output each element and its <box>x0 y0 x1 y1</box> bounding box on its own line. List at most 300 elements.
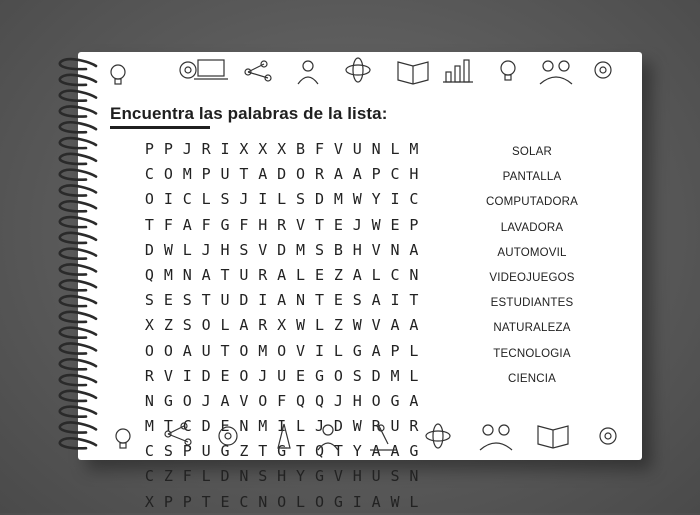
grid-letter[interactable]: X <box>239 140 249 158</box>
grid-letter[interactable]: S <box>352 291 362 310</box>
grid-letter[interactable]: V <box>371 316 381 335</box>
grid-letter[interactable]: S <box>296 190 306 209</box>
grid-letter[interactable]: V <box>296 215 306 234</box>
notebook-page <box>78 52 642 511</box>
grid-letter[interactable]: G <box>220 215 230 234</box>
grid-letter[interactable]: D <box>333 417 343 436</box>
grid-letter[interactable]: T <box>144 215 154 234</box>
grid-letter[interactable]: A <box>371 291 381 310</box>
grid-letter[interactable]: H <box>258 215 268 234</box>
person-icon <box>298 61 318 84</box>
grid-row <box>140 464 423 489</box>
grid-letter[interactable]: C <box>144 467 154 486</box>
spiral-coil <box>60 59 96 69</box>
grid-letter[interactable]: O <box>258 391 268 410</box>
spiral-coil <box>60 438 96 448</box>
grid-letter[interactable]: L <box>390 140 400 158</box>
word-list-item: LAVADORA <box>500 221 564 234</box>
lightbulb-icon <box>501 61 515 80</box>
grid-letter[interactable]: U <box>371 467 381 486</box>
grid-letter[interactable]: U <box>220 291 230 310</box>
spiral-coil <box>60 312 96 322</box>
grid-letter[interactable]: V <box>296 341 306 360</box>
grid-letter[interactable]: M <box>258 417 268 436</box>
grid-letter[interactable]: O <box>163 165 173 184</box>
title-underline <box>110 126 210 129</box>
grid-letter[interactable]: S <box>314 240 324 259</box>
gear-icon <box>595 62 611 78</box>
grid-letter[interactable]: W <box>390 492 400 511</box>
lightbulb-icon <box>116 429 130 448</box>
grid-letter[interactable]: L <box>371 265 381 284</box>
grid-letter[interactable]: O <box>296 165 306 184</box>
lightbulb-icon <box>111 65 125 84</box>
grid-letter[interactable]: I <box>314 341 324 360</box>
grid-letter[interactable]: D <box>277 165 287 184</box>
grid-letter[interactable]: W <box>352 417 362 436</box>
grid-letter[interactable]: S <box>390 467 400 486</box>
grid-letter[interactable]: L <box>220 316 230 335</box>
grid-letter[interactable]: Z <box>239 442 249 461</box>
grid-letter[interactable]: L <box>296 265 306 284</box>
grid-letter[interactable]: T <box>220 265 230 284</box>
grid-letter[interactable]: J <box>333 391 343 410</box>
grid-letter[interactable]: A <box>201 265 211 284</box>
grid-letter[interactable]: U <box>201 442 211 461</box>
grid-letter[interactable]: P <box>163 492 173 511</box>
grid-letter[interactable]: N <box>182 265 192 284</box>
grid-letter[interactable]: I <box>182 366 192 385</box>
grid-row <box>140 137 423 162</box>
word-list-item: ESTUDIANTES <box>490 297 574 310</box>
grid-letter[interactable]: S <box>352 366 362 385</box>
atom-icon <box>346 58 370 82</box>
grid-letter[interactable]: Q <box>314 391 324 410</box>
grid-letter[interactable]: M <box>390 366 400 385</box>
spiral-coil <box>60 154 96 164</box>
grid-letter[interactable]: U <box>220 165 230 184</box>
word-list-item: TECNOLOGIA <box>493 347 571 360</box>
grid-letter[interactable]: P <box>409 215 419 234</box>
grid-letter[interactable]: O <box>239 366 249 385</box>
grid-letter[interactable]: L <box>277 190 287 209</box>
grid-letter[interactable]: A <box>371 442 381 461</box>
grid-row <box>140 238 423 263</box>
grid-letter[interactable]: J <box>201 240 211 259</box>
gear-icon <box>219 427 237 445</box>
word-list <box>462 140 602 392</box>
grid-letter[interactable]: C <box>390 265 400 284</box>
grid-letter[interactable]: O <box>182 391 192 410</box>
grid-letter[interactable]: M <box>258 341 268 360</box>
grid-letter[interactable]: Q <box>144 265 154 284</box>
grid-letter[interactable]: I <box>277 417 287 436</box>
grid-letter[interactable]: V <box>163 366 173 385</box>
grid-letter[interactable]: G <box>277 442 287 461</box>
grid-letter[interactable]: R <box>314 165 324 184</box>
spiral-coil <box>60 422 96 432</box>
grid-letter[interactable]: C <box>390 165 400 184</box>
person-icon <box>540 61 572 84</box>
grid-letter[interactable]: X <box>258 140 268 158</box>
grid-row <box>140 339 423 364</box>
chart-icon <box>443 60 473 82</box>
book-icon <box>538 426 568 448</box>
spiral-coil <box>60 106 96 116</box>
grid-letter[interactable]: A <box>182 341 192 360</box>
grid-letter[interactable]: E <box>314 265 324 284</box>
grid-letter[interactable]: O <box>239 341 249 360</box>
grid-letter[interactable]: E <box>390 215 400 234</box>
grid-letter[interactable]: L <box>182 240 192 259</box>
grid-letter[interactable]: R <box>144 366 154 385</box>
grid-letter[interactable]: O <box>277 341 287 360</box>
grid-letter[interactable]: S <box>144 291 154 310</box>
spiral-coil <box>60 201 96 211</box>
person-icon <box>480 425 512 450</box>
grid-row <box>140 288 423 313</box>
grid-letter[interactable]: A <box>409 391 419 410</box>
word-list-item: PANTALLA <box>502 171 562 184</box>
grid-row <box>140 263 423 288</box>
grid-letter[interactable]: N <box>239 467 249 486</box>
spiral-coil <box>60 407 96 417</box>
grid-letter[interactable]: E <box>220 417 230 436</box>
grid-letter[interactable]: I <box>352 492 362 511</box>
grid-row <box>140 364 423 389</box>
spiral-coil <box>60 185 96 195</box>
gear-icon <box>600 428 616 444</box>
grid-letter[interactable]: O <box>371 391 381 410</box>
grid-letter[interactable]: R <box>258 316 268 335</box>
grid-letter[interactable]: O <box>163 341 173 360</box>
grid-letter[interactable]: T <box>333 442 343 461</box>
word-list-item: COMPUTADORA <box>485 196 579 209</box>
grid-letter[interactable]: Q <box>314 442 324 461</box>
spiral-coil <box>60 296 96 306</box>
grid-letter[interactable]: I <box>258 190 268 209</box>
grid-letter[interactable]: A <box>390 316 400 335</box>
grid-letter[interactable]: L <box>201 190 211 209</box>
grid-letter[interactable]: T <box>163 417 173 436</box>
grid-letter[interactable]: N <box>258 492 268 511</box>
grid-letter[interactable]: W <box>352 190 362 209</box>
grid-letter[interactable]: M <box>333 190 343 209</box>
spiral-coil <box>60 75 96 85</box>
grid-letter[interactable]: V <box>371 240 381 259</box>
grid-letter[interactable]: T <box>314 215 324 234</box>
grid-letter[interactable]: N <box>296 291 306 310</box>
grid-letter[interactable]: R <box>371 417 381 436</box>
grid-letter[interactable]: H <box>220 240 230 259</box>
grid-letter[interactable]: T <box>296 442 306 461</box>
grid-letter[interactable]: S <box>258 467 268 486</box>
spiral-coil <box>60 391 96 401</box>
grid-letter[interactable]: Z <box>333 316 343 335</box>
grid-letter[interactable]: Z <box>333 265 343 284</box>
grid-letter[interactable]: I <box>258 291 268 310</box>
grid-letter[interactable]: C <box>144 442 154 461</box>
grid-letter[interactable]: D <box>201 417 211 436</box>
grid-letter[interactable]: E <box>220 492 230 511</box>
grid-letter[interactable]: C <box>182 417 192 436</box>
grid-letter[interactable]: M <box>296 240 306 259</box>
grid-letter[interactable]: T <box>258 442 268 461</box>
grid-letter[interactable]: S <box>239 240 249 259</box>
grid-letter[interactable]: F <box>314 140 324 158</box>
grid-letter[interactable]: A <box>371 492 381 511</box>
grid-letter[interactable]: A <box>333 165 343 184</box>
grid-letter[interactable]: L <box>333 341 343 360</box>
grid-letter[interactable]: J <box>239 190 249 209</box>
grid-letter[interactable]: A <box>409 240 419 259</box>
grid-letter[interactable]: E <box>220 366 230 385</box>
grid-letter[interactable]: J <box>352 215 362 234</box>
grid-letter[interactable]: N <box>371 140 381 158</box>
puzzle-title: Encuentra las palabras de la lista: <box>110 104 388 123</box>
grid-letter[interactable]: O <box>201 316 211 335</box>
grid-letter[interactable]: G <box>220 442 230 461</box>
grid-letter[interactable]: N <box>239 417 249 436</box>
grid-letter[interactable]: A <box>352 165 362 184</box>
grid-letter[interactable]: P <box>144 140 154 158</box>
grid-letter[interactable]: D <box>239 291 249 310</box>
grid-letter[interactable]: Y <box>352 442 362 461</box>
grid-letter[interactable]: F <box>277 391 287 410</box>
grid-letter[interactable]: T <box>201 492 211 511</box>
word-list-item: VIDEOJUEGOS <box>489 271 575 284</box>
grid-letter[interactable]: V <box>333 467 343 486</box>
grid-row <box>140 187 423 212</box>
grid-letter[interactable]: P <box>163 140 173 158</box>
spiral-coil <box>60 343 96 353</box>
word-list-item: NATURALEZA <box>493 322 571 335</box>
grid-letter[interactable]: N <box>390 240 400 259</box>
grid-letter[interactable]: P <box>201 165 211 184</box>
grid-letter[interactable]: I <box>163 190 173 209</box>
grid-letter[interactable]: L <box>296 492 306 511</box>
grid-letter[interactable]: F <box>201 215 211 234</box>
grid-letter[interactable]: O <box>144 341 154 360</box>
spiral-coil <box>60 91 96 101</box>
grid-letter[interactable]: X <box>144 492 154 511</box>
grid-letter[interactable]: P <box>390 341 400 360</box>
grid-letter[interactable]: J <box>258 366 268 385</box>
grid-letter[interactable]: E <box>333 291 343 310</box>
grid-letter[interactable]: H <box>352 467 362 486</box>
grid-letter[interactable]: B <box>296 140 306 158</box>
grid-letter[interactable]: D <box>277 240 287 259</box>
grid-letter[interactable]: F <box>239 215 249 234</box>
grid-letter[interactable]: S <box>182 291 192 310</box>
grid-letter[interactable]: G <box>409 442 419 461</box>
grid-letter[interactable]: U <box>201 341 211 360</box>
grid-letter[interactable]: S <box>220 190 230 209</box>
atom-icon <box>426 424 450 448</box>
grid-letter[interactable]: G <box>333 492 343 511</box>
person-icon <box>318 425 338 450</box>
grid-letter[interactable]: D <box>201 366 211 385</box>
grid-letter[interactable]: S <box>163 442 173 461</box>
grid-letter[interactable]: O <box>333 366 343 385</box>
grid-letter[interactable]: L <box>314 316 324 335</box>
grid-letter[interactable]: N <box>144 391 154 410</box>
grid-letter[interactable]: N <box>409 265 419 284</box>
grid-letter[interactable]: P <box>371 165 381 184</box>
grid-letter[interactable]: A <box>352 265 362 284</box>
grid-letter[interactable]: B <box>333 240 343 259</box>
grid-letter[interactable]: A <box>239 316 249 335</box>
grid-letter[interactable]: A <box>390 442 400 461</box>
grid-letter[interactable]: X <box>144 316 154 335</box>
grid-letter[interactable]: W <box>352 316 362 335</box>
grid-letter[interactable]: E <box>296 366 306 385</box>
grid-letter[interactable]: E <box>333 215 343 234</box>
grid-letter[interactable]: M <box>182 165 192 184</box>
grid-letter[interactable]: N <box>409 467 419 486</box>
grid-letter[interactable]: L <box>409 341 419 360</box>
grid-letter[interactable]: G <box>163 391 173 410</box>
grid-letter[interactable]: A <box>277 265 287 284</box>
spiral-coil <box>60 280 96 290</box>
grid-letter[interactable]: G <box>390 391 400 410</box>
grid-letter[interactable]: U <box>277 366 287 385</box>
grid-letter[interactable]: C <box>182 190 192 209</box>
grid-letter[interactable]: C <box>144 165 154 184</box>
grid-letter[interactable]: T <box>314 291 324 310</box>
grid-letter[interactable]: M <box>144 417 154 436</box>
grid-letter[interactable]: Q <box>296 391 306 410</box>
grid-letter[interactable]: R <box>258 265 268 284</box>
grid-letter[interactable]: A <box>220 391 230 410</box>
book-icon <box>398 62 428 84</box>
grid-letter[interactable]: J <box>201 391 211 410</box>
grid-letter[interactable]: A <box>371 341 381 360</box>
grid-letter[interactable]: P <box>182 492 192 511</box>
grid-letter[interactable]: C <box>409 190 419 209</box>
grid-letter[interactable]: X <box>277 316 287 335</box>
grid-letter[interactable]: D <box>371 366 381 385</box>
grid-letter[interactable]: L <box>409 492 419 511</box>
grid-letter[interactable]: W <box>163 240 173 259</box>
spiral-coil <box>60 170 96 180</box>
spiral-coil <box>60 328 96 338</box>
grid-letter[interactable]: H <box>352 391 362 410</box>
microscope-icon <box>370 424 396 450</box>
grid-letter[interactable]: W <box>296 316 306 335</box>
network-icon <box>245 61 271 81</box>
grid-letter[interactable]: Z <box>163 467 173 486</box>
grid-letter[interactable]: U <box>352 140 362 158</box>
grid-letter[interactable]: Y <box>371 190 381 209</box>
grid-letter[interactable]: I <box>390 291 400 310</box>
grid-letter[interactable]: D <box>314 190 324 209</box>
grid-letter[interactable]: X <box>277 140 287 158</box>
rocket-icon <box>278 424 290 448</box>
grid-letter[interactable]: V <box>258 240 268 259</box>
grid-letter[interactable]: T <box>239 165 249 184</box>
grid-row <box>140 490 423 515</box>
grid-letter[interactable]: G <box>314 366 324 385</box>
grid-letter[interactable]: L <box>296 417 306 436</box>
network-icon <box>165 423 191 445</box>
word-list-item: CIENCIA <box>507 372 557 385</box>
grid-letter[interactable]: U <box>390 417 400 436</box>
puzzle-panel <box>90 96 642 511</box>
grid-letter[interactable]: S <box>182 316 192 335</box>
spiral-coil <box>60 264 96 274</box>
grid-letter[interactable]: O <box>277 492 287 511</box>
grid-letter[interactable]: D <box>144 240 154 259</box>
grid-letter[interactable]: O <box>144 190 154 209</box>
grid-letter[interactable]: W <box>371 215 381 234</box>
grid-letter[interactable]: H <box>409 165 419 184</box>
grid-letter[interactable]: M <box>163 265 173 284</box>
grid-row <box>140 162 423 187</box>
grid-letter[interactable]: P <box>182 442 192 461</box>
grid-letter[interactable]: A <box>277 291 287 310</box>
grid-letter[interactable]: M <box>409 140 419 158</box>
grid-letter[interactable]: T <box>220 341 230 360</box>
spiral-coil <box>60 122 96 132</box>
gear-icon <box>180 62 196 78</box>
grid-letter[interactable]: A <box>258 165 268 184</box>
grid-letter[interactable]: H <box>352 240 362 259</box>
grid-letter[interactable]: R <box>277 215 287 234</box>
grid-letter[interactable]: F <box>182 467 192 486</box>
grid-letter[interactable]: I <box>220 140 230 158</box>
grid-letter[interactable]: V <box>239 391 249 410</box>
grid-letter[interactable]: T <box>409 291 419 310</box>
grid-letter[interactable]: T <box>201 291 211 310</box>
spiral-coil <box>60 375 96 385</box>
grid-row <box>140 389 423 414</box>
grid-letter[interactable]: R <box>409 417 419 436</box>
grid-letter[interactable]: J <box>182 140 192 158</box>
grid-letter[interactable]: C <box>239 492 249 511</box>
grid-letter[interactable]: F <box>163 215 173 234</box>
grid-letter[interactable]: G <box>314 467 324 486</box>
grid-letter[interactable]: L <box>201 467 211 486</box>
laptop-icon <box>194 60 228 79</box>
grid-letter[interactable]: A <box>182 215 192 234</box>
grid-letter[interactable]: U <box>239 265 249 284</box>
doodle-border-top <box>78 52 642 100</box>
spiral-coil <box>60 217 96 227</box>
grid-letter[interactable]: O <box>314 492 324 511</box>
doodle-border-bottom <box>78 414 642 460</box>
grid-letter[interactable]: V <box>333 140 343 158</box>
grid-letter[interactable]: R <box>201 140 211 158</box>
word-list-item: SOLAR <box>512 146 552 158</box>
spiral-coil <box>60 359 96 369</box>
grid-letter[interactable]: G <box>352 341 362 360</box>
spiral-coil <box>60 233 96 243</box>
grid-letter[interactable]: L <box>409 366 419 385</box>
grid-letter[interactable]: A <box>409 316 419 335</box>
grid-letter[interactable]: H <box>277 467 287 486</box>
grid-letter[interactable]: Y <box>296 467 306 486</box>
grid-letter[interactable]: D <box>220 467 230 486</box>
grid-letter[interactable]: Z <box>163 316 173 335</box>
spiral-coil <box>60 138 96 148</box>
grid-row <box>140 213 423 238</box>
grid-letter[interactable]: E <box>163 291 173 310</box>
word-list-item: AUTOMOVIL <box>497 246 567 259</box>
grid-letter[interactable]: I <box>390 190 400 209</box>
spiral-binding <box>52 58 100 458</box>
grid-letter[interactable]: J <box>314 417 324 436</box>
